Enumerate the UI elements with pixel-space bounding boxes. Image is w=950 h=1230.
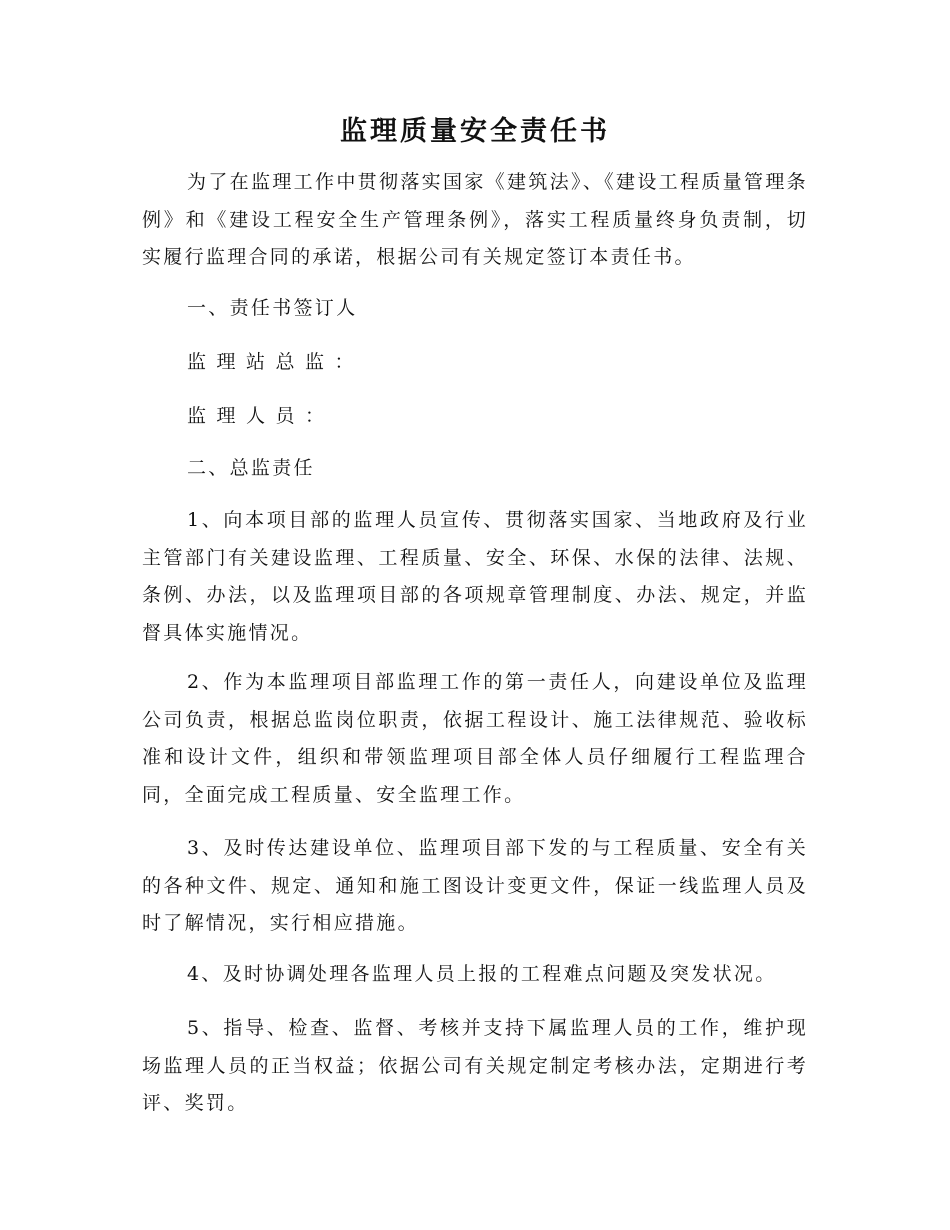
section-heading-signatories: 一、责任书签订人 <box>187 297 358 319</box>
document-title: 监理质量安全责任书 <box>340 116 610 147</box>
duty-item-5: 5、指导、检查、监督、考核并支持下属监理人员的工作，维护现场监理人员的正当权益；依据公司有关规定制定考核办法，定期进行考评、奖罚。 <box>142 1017 808 1114</box>
duty-item-1: 1、向本项目部的监理人员宣传、贯彻落实国家、当地政府及行业主管部门有关建设监理、工程质量、安全、环保、水保的法律、法规、条例、办法，以及监理项目部的各项规章管理制度、办法、规定，并监督具体实施情况。 <box>142 509 808 644</box>
duty-item-2: 2、作为本监理项目部监理工作的第一责任人，向建设单位及监理公司负责，根据总监岗位职责，依据工程设计、施工法律规范、验收标准和设计文件，组织和带领监理项目部全体人员仔细履行工程监理合同，全面完成工程质量、安全监理工作。 <box>142 671 808 806</box>
duty-item-4: 4、及时协调处理各监理人员上报的工程难点问题及突发状况。 <box>187 963 777 985</box>
chief-supervisor-label: 监理站总监： <box>187 351 365 373</box>
duty-item-3: 3、及时传达建设单位、监理项目部下发的与工程质量、安全有关的各种文件、规定、通知和施工图设计变更文件，保证一线监理人员及时了解情况，实行相应措施。 <box>142 837 808 934</box>
staff-label: 监理人员： <box>187 405 335 427</box>
intro-paragraph: 为了在监理工作中贯彻落实国家《建筑法》、《建设工程质量管理条例》和《建设工程安全生产管理条例》，落实工程质量终身负责制，切实履行监理合同的承诺，根据公司有关规定签订本责任书。 <box>142 171 808 268</box>
section-heading-chief-duties: 二、总监责任 <box>187 457 315 479</box>
